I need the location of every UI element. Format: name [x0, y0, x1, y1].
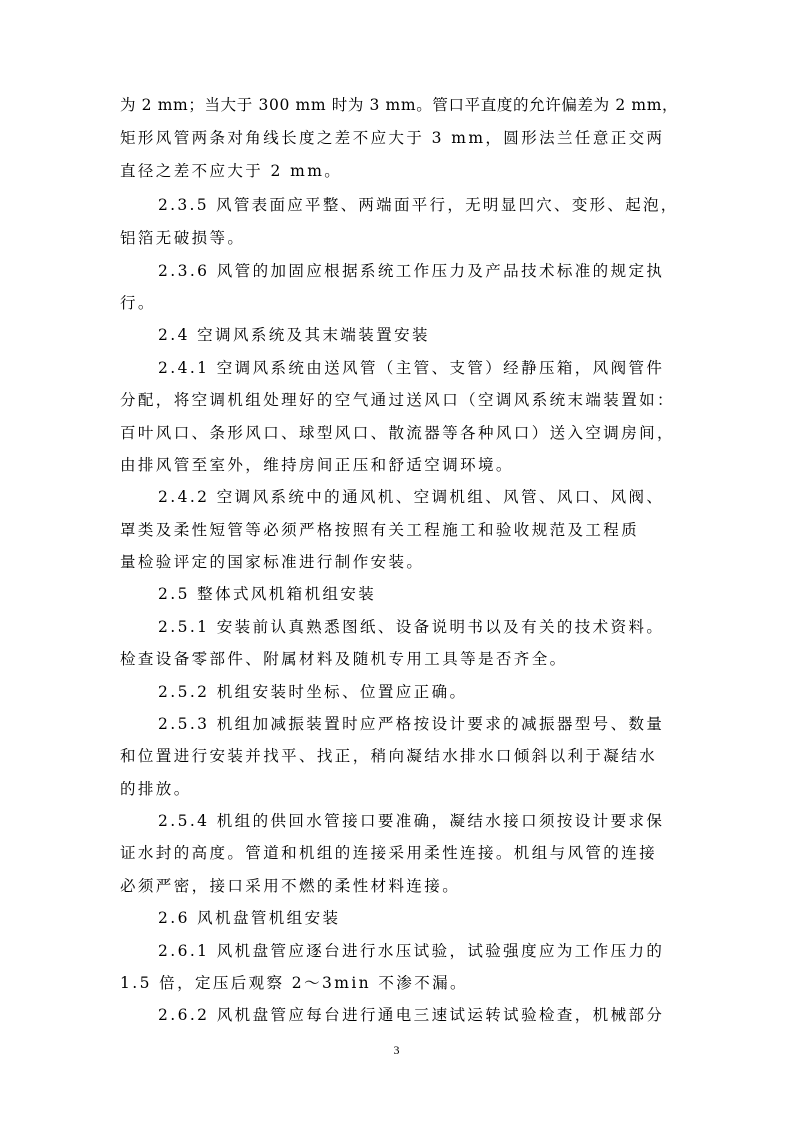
paragraph-2-4-2: 2.4.2 空调风系统中的通风机、空调机组、风管、风口、风阀、 — [158, 488, 665, 506]
paragraph-2-4-1: 2.4.1 空调风系统由送风管（主管、支管）经静压箱，风阀管件 — [158, 359, 665, 377]
section-heading-2-5: 2.5 整体式风机箱机组安装 — [158, 585, 377, 603]
paragraph-2-3-6: 2.3.6 风管的加固应根据系统工作压力及产品技术标准的规定执 — [158, 262, 665, 280]
text-line: 铝箔无破损等。 — [120, 229, 246, 247]
text-line: 分配，将空调机组处理好的空气通过送风口（空调风系统末端装置如： — [120, 391, 675, 409]
text-line: 必须严密，接口采用不燃的柔性材料连接。 — [120, 877, 461, 895]
text-line: 由排风管至室外，维持房间正压和舒适空调环境。 — [120, 456, 514, 474]
page-number: 3 — [393, 1043, 400, 1057]
section-heading-2-4: 2.4 空调风系统及其末端装置安装 — [158, 326, 430, 344]
paragraph-2-6-1: 2.6.1 风机盘管应逐台进行水压试验，试验强度应为工作压力的 — [158, 942, 665, 960]
text-line: 和位置进行安装并找平、找正，稍向凝结水排水口倾斜以利于凝结水 — [120, 747, 658, 765]
paragraph-2-3-5: 2.3.5 风管表面应平整、两端面平行，无明显凹穴、变形、起泡， — [158, 196, 679, 214]
section-heading-2-6: 2.6 风机盘管机组安装 — [158, 909, 341, 927]
text-line: 直径之差不应大于 2 mm。 — [120, 162, 343, 180]
text-line: 行。 — [120, 294, 156, 312]
paragraph-2-6-2: 2.6.2 风机盘管应每台进行通电三速试运转试验检查，机械部分 — [158, 1006, 665, 1024]
text-line: 百叶风口、条形风口、球型风口、散流器等各种风口）送入空调房间， — [120, 424, 675, 442]
text-line: 为 2 mm；当大于 300 mm 时为 3 mm。管口平直度的允许偏差为 2 mm， — [120, 96, 679, 114]
text-line: 罩类及柔性短管等必须严格按照有关工程施工和验收规范及工程质 — [120, 521, 640, 539]
text-line: 的排放。 — [120, 780, 192, 798]
text-line: 检查设备零部件、附属材料及随机专用工具等是否齐全。 — [120, 650, 568, 668]
text-line: 1.5 倍，定压后观察 2～3min 不渗不漏。 — [120, 974, 468, 992]
text-line: 矩形风管两条对角线长度之差不应大于 3 mm，圆形法兰任意正交两 — [120, 129, 665, 147]
text-line: 量检验评定的国家标准进行制作安装。 — [120, 553, 425, 571]
paragraph-2-5-2: 2.5.2 机组安装时坐标、位置应正确。 — [158, 683, 468, 701]
paragraph-2-5-1: 2.5.1 安装前认真熟悉图纸、设备说明书以及有关的技术资料。 — [158, 618, 665, 636]
paragraph-2-5-4: 2.5.4 机组的供回水管接口要准确，凝结水接口须按设计要求保 — [158, 812, 665, 830]
paragraph-2-5-3: 2.5.3 机组加减振装置时应严格按设计要求的减振器型号、数量 — [158, 715, 665, 733]
text-line: 证水封的高度。管道和机组的连接采用柔性连接。机组与风管的连接 — [120, 844, 658, 862]
